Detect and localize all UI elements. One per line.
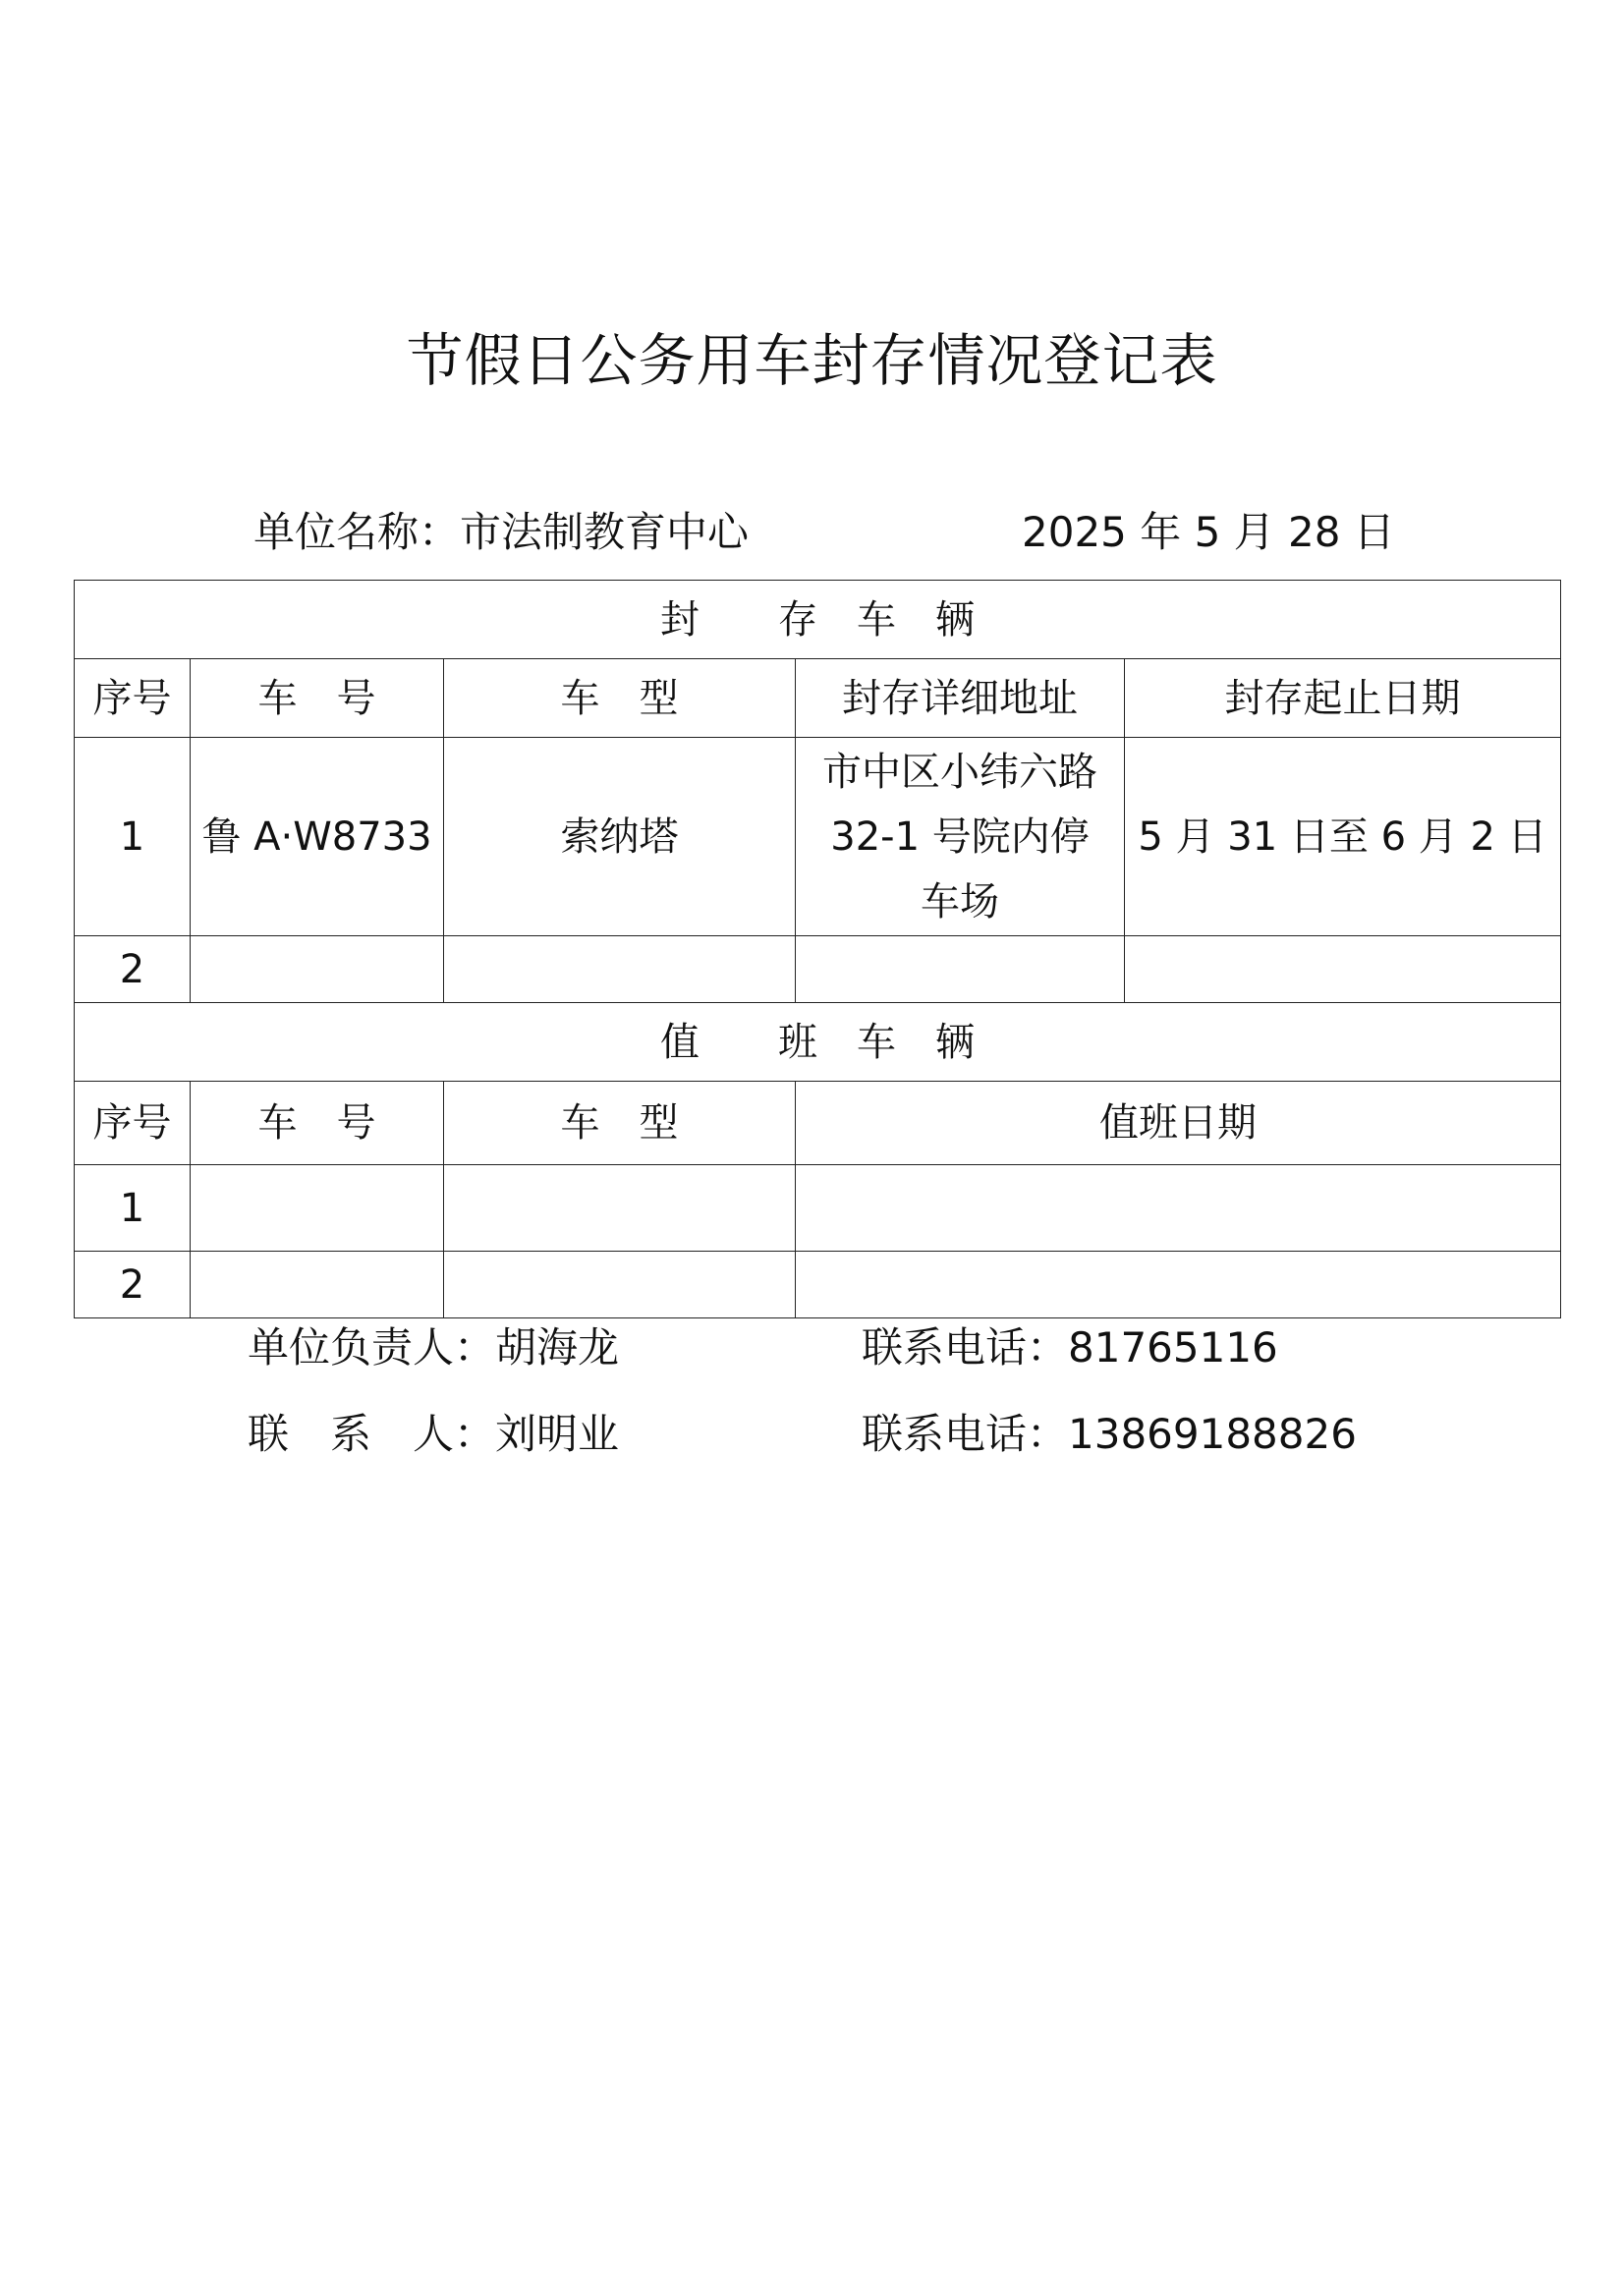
sealed-row-model: 索纳塔 — [444, 738, 796, 936]
page-title: 节假日公务用车封存情况登记表 — [406, 327, 1218, 394]
duty-header-model: 车 型 — [444, 1082, 796, 1165]
sealed-header-plate: 车 号 — [191, 659, 444, 738]
duty-header-no: 序号 — [75, 1082, 191, 1165]
duty-row — [75, 1252, 1561, 1318]
sealed-row-no: 2 — [75, 936, 191, 1003]
form-date: 2025 年 5 月 28 日 — [1022, 508, 1395, 556]
sealed-row-plate — [191, 936, 444, 1003]
org-name-label: 单位名称：市法制教育中心 — [253, 508, 750, 556]
duty-row-plate — [191, 1165, 444, 1252]
duty-row-plate — [191, 1252, 444, 1318]
sealed-row-plate: 鲁 A·W8733 — [191, 738, 444, 936]
duty-section-title: 值 班 车 辆 — [75, 1003, 1561, 1082]
sealed-section-title: 封 存 车 辆 — [75, 581, 1561, 659]
sealed-header-period: 封存起止日期 — [1125, 659, 1561, 738]
sealed-header-row — [75, 659, 1561, 738]
duty-row — [75, 1165, 1561, 1252]
sealed-header-model: 车 型 — [444, 659, 796, 738]
sealed-row — [75, 936, 1561, 1003]
contact-phone: 联系电话：13869188826 — [862, 1410, 1357, 1458]
duty-header-date: 值班日期 — [796, 1082, 1561, 1165]
sealed-header-address: 封存详细地址 — [796, 659, 1125, 738]
sealed-row-no: 1 — [75, 738, 191, 936]
sealed-row — [75, 738, 1561, 936]
responsible-person: 单位负责人：胡海龙 — [248, 1323, 620, 1372]
sealed-section-row — [75, 581, 1561, 659]
duty-row-model — [444, 1252, 796, 1318]
duty-row-date — [796, 1165, 1561, 1252]
sealed-row-period: 5 月 31 日至 6 月 2 日 — [1125, 738, 1561, 936]
sealed-row-model — [444, 936, 796, 1003]
duty-row-no: 1 — [75, 1165, 191, 1252]
duty-header-row — [75, 1082, 1561, 1165]
sealed-row-address — [796, 936, 1125, 1003]
contact-person: 联 系 人：刘明业 — [248, 1410, 620, 1458]
duty-row-no: 2 — [75, 1252, 191, 1318]
responsible-phone: 联系电话：81765116 — [862, 1323, 1278, 1372]
sealed-row-address: 市中区小纬六路 32-1 号院内停 车场 — [796, 738, 1125, 936]
sealed-row-period — [1125, 936, 1561, 1003]
duty-header-plate: 车 号 — [191, 1082, 444, 1165]
sealed-header-no: 序号 — [75, 659, 191, 738]
duty-row-date — [796, 1252, 1561, 1318]
registration-table — [74, 580, 1561, 1318]
duty-row-model — [444, 1165, 796, 1252]
duty-section-row — [75, 1003, 1561, 1082]
